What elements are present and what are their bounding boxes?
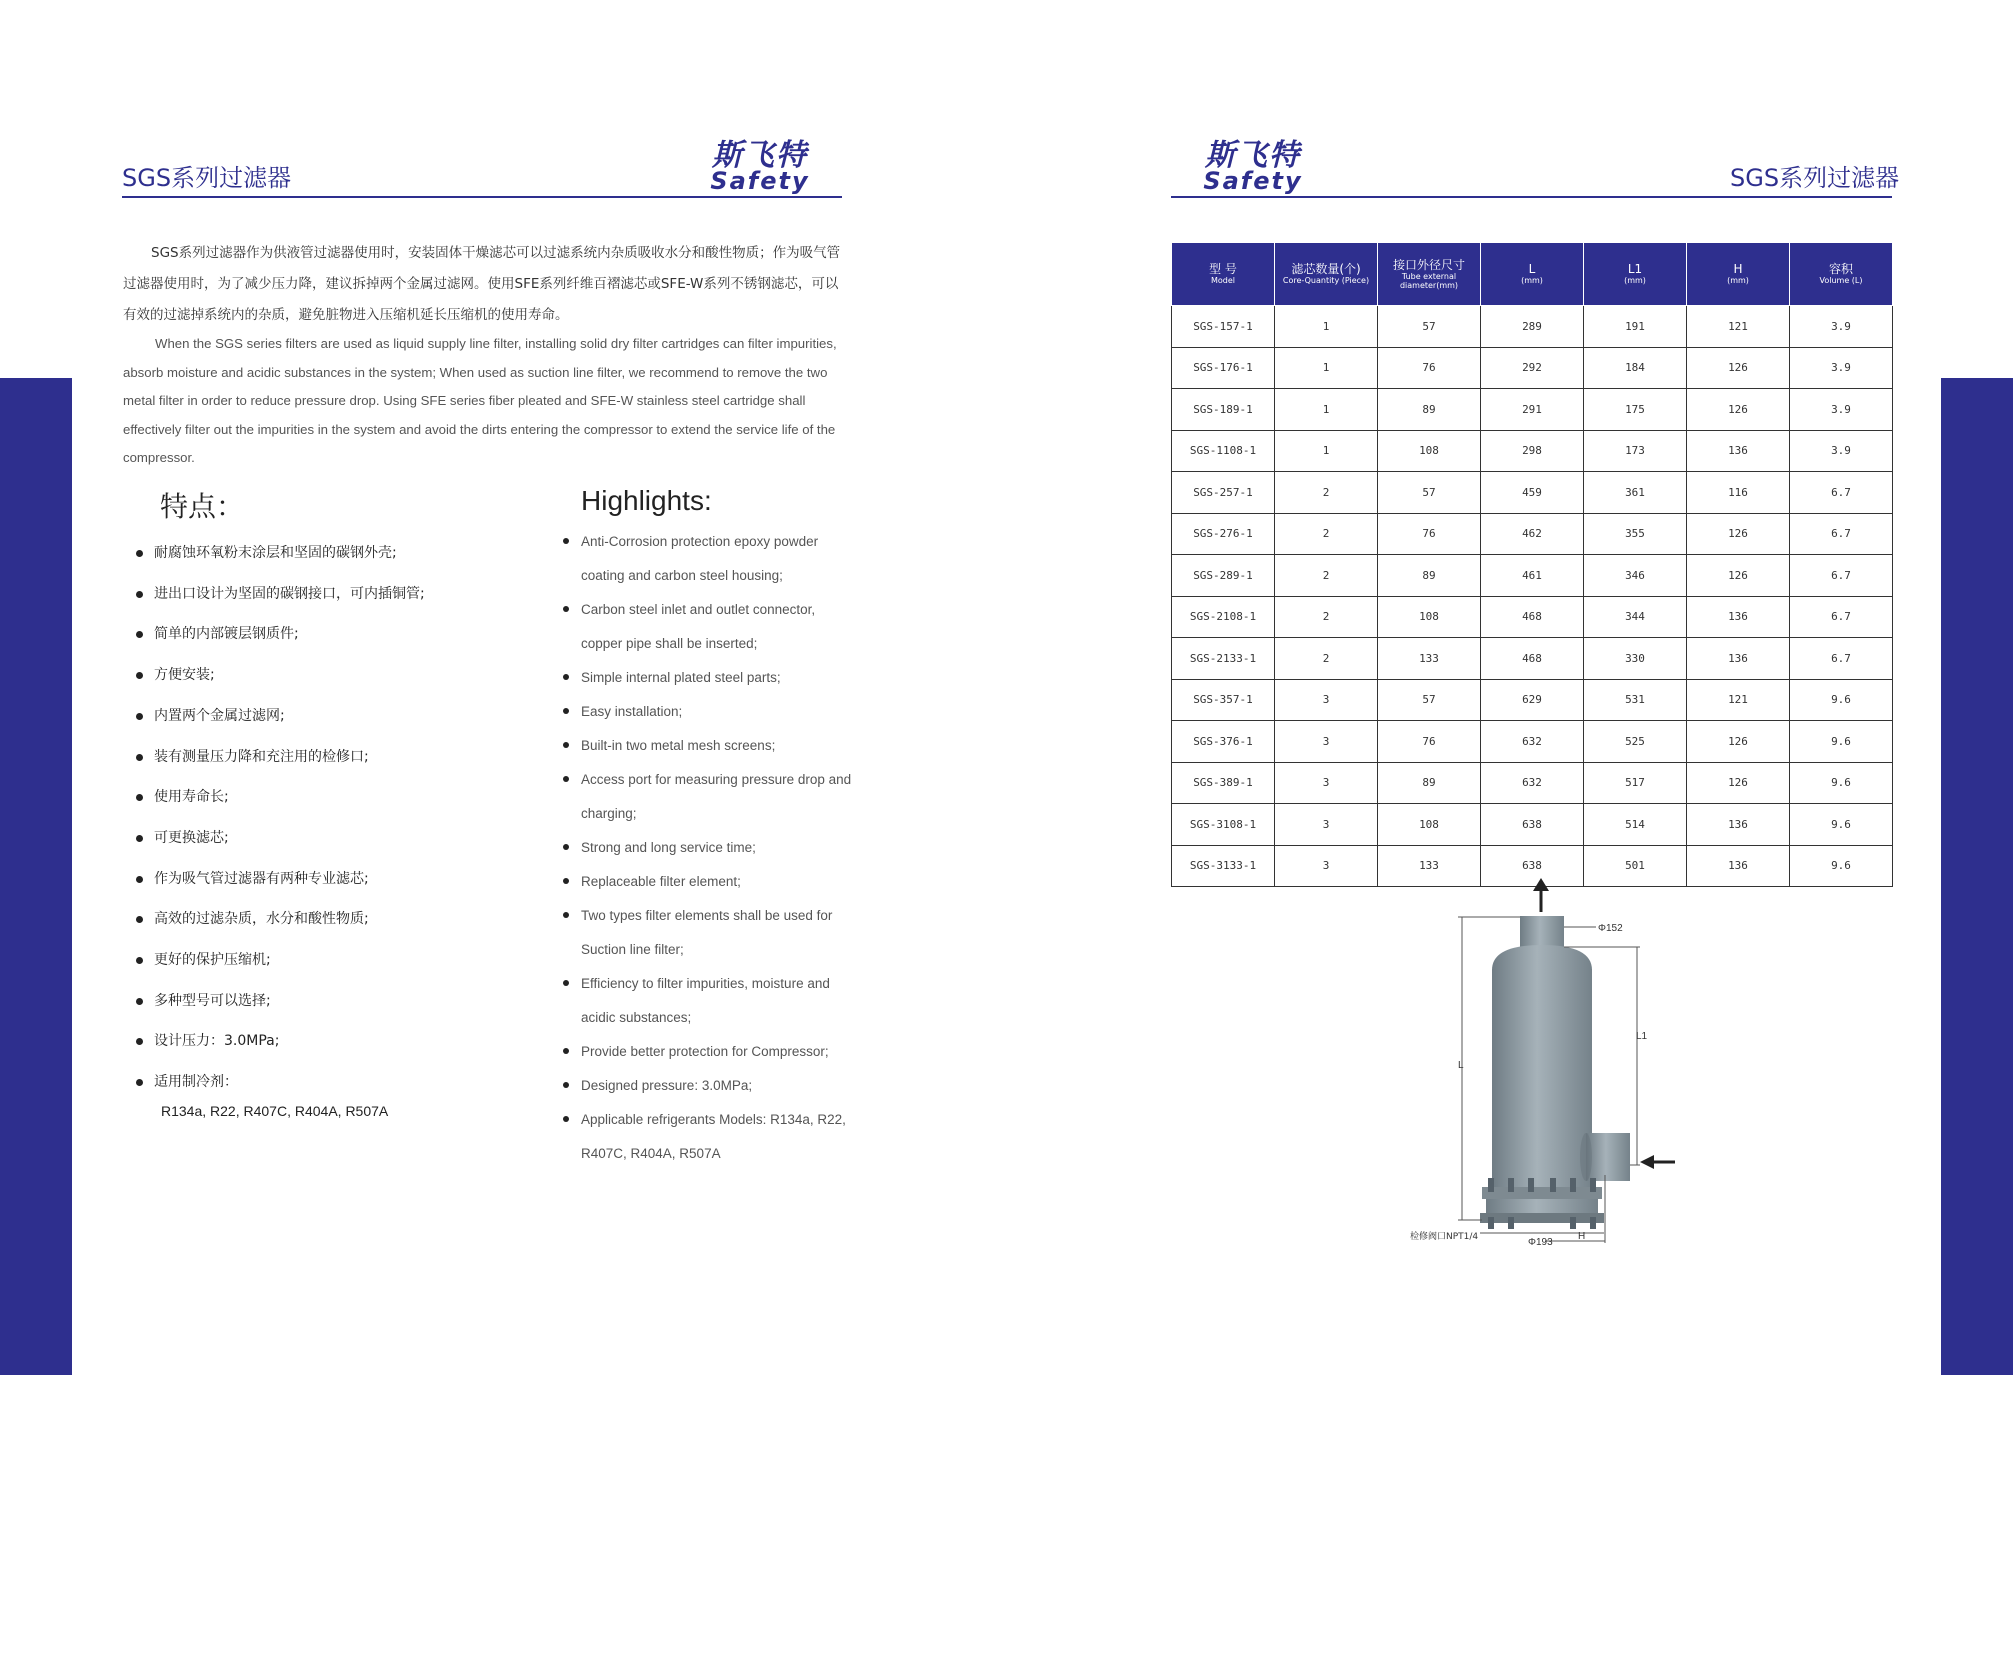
- table-cell: 126: [1687, 389, 1790, 431]
- brand-en: Safety: [710, 167, 810, 195]
- table-cell: SGS-3108-1: [1172, 804, 1275, 846]
- table-body: [1172, 306, 1893, 887]
- right-side-label: S G S 系 列 过 滤 器: [1964, 1407, 1990, 1632]
- table-cell: 2: [1275, 555, 1378, 597]
- table-cell: 3.9: [1790, 430, 1893, 472]
- table-cell: 133: [1378, 638, 1481, 680]
- table-cell: 9.6: [1790, 721, 1893, 763]
- table-cell: 191: [1584, 306, 1687, 348]
- table-cell: 3: [1275, 804, 1378, 846]
- table-header-cell: [1275, 243, 1378, 306]
- table-cell: 632: [1481, 762, 1584, 804]
- table-cell: 116: [1687, 472, 1790, 514]
- highlight-item: Anti-Corrosion protection epoxy powder coating and carbon steel housing;: [555, 525, 855, 593]
- header-cn: 接口外径尺寸: [1392, 257, 1465, 272]
- table-cell: 459: [1481, 472, 1584, 514]
- table-cell: 136: [1687, 804, 1790, 846]
- table-cell: 461: [1481, 555, 1584, 597]
- dim-H: H: [1578, 1231, 1586, 1242]
- table-cell: 136: [1687, 845, 1790, 887]
- feature-cn-item: 方便安装;: [128, 655, 548, 696]
- table-cell: 136: [1687, 430, 1790, 472]
- table-cell: 76: [1378, 513, 1481, 555]
- table-cell: 126: [1687, 513, 1790, 555]
- table-cell: 76: [1378, 347, 1481, 389]
- table-cell: 346: [1584, 555, 1687, 597]
- table-cell: 108: [1378, 430, 1481, 472]
- table-cell: 468: [1481, 638, 1584, 680]
- feature-cn-item: 可更换滤芯;: [128, 818, 548, 859]
- highlight-item: Access port for measuring pressure drop and charging;: [555, 763, 855, 831]
- outlet-arrow-icon: [1533, 878, 1549, 912]
- dim-L1: L1: [1636, 1031, 1648, 1042]
- table-cell: 136: [1687, 596, 1790, 638]
- table-cell: 291: [1481, 389, 1584, 431]
- intro-en: [123, 330, 843, 473]
- table-cell: 501: [1584, 845, 1687, 887]
- table-header-cell: [1172, 243, 1275, 306]
- feature-cn-item: 设计压力：3.0MPa;: [128, 1021, 548, 1062]
- header-cn: 容积: [1828, 262, 1853, 276]
- table-row: [1172, 596, 1893, 638]
- left-side-band: [0, 378, 72, 1674]
- table-cell: 517: [1584, 762, 1687, 804]
- right-header-rule: [1171, 196, 1892, 198]
- table-cell: SGS-389-1: [1172, 762, 1275, 804]
- table-cell: 89: [1378, 762, 1481, 804]
- table-row: [1172, 762, 1893, 804]
- feature-cn-item: 使用寿命长;: [128, 777, 548, 818]
- table-header-cell: [1481, 243, 1584, 306]
- table-cell: SGS-1108-1: [1172, 430, 1275, 472]
- table-cell: 355: [1584, 513, 1687, 555]
- header-cn: 滤芯数量(个): [1291, 262, 1361, 276]
- table-cell: 3.9: [1790, 306, 1893, 348]
- left-page-number: 03: [20, 1646, 52, 1674]
- header-en: (mm): [1727, 276, 1749, 285]
- brand-cn: 斯飞特: [1205, 138, 1301, 173]
- table-cell: SGS-2108-1: [1172, 596, 1275, 638]
- table-header-cell: [1378, 243, 1481, 306]
- header-en: (mm): [1624, 276, 1646, 285]
- highlight-item: Applicable refrigerants Models: R134a, R22, R407C, R404A, R507A: [555, 1103, 855, 1171]
- header-cn: H: [1733, 262, 1743, 276]
- header-en: Core-Quantity (Piece): [1282, 276, 1370, 285]
- table-cell: SGS-276-1: [1172, 513, 1275, 555]
- table-cell: 126: [1687, 347, 1790, 389]
- highlight-item: Replaceable filter element;: [555, 865, 855, 899]
- table-header-row: [1172, 243, 1893, 306]
- feature-cn-item: 耐腐蚀环氧粉末涂层和坚固的碳钢外壳;: [128, 533, 548, 574]
- feature-cn-item: 内置两个金属过滤网;: [128, 696, 548, 737]
- table-cell: 462: [1481, 513, 1584, 555]
- table-cell: 330: [1584, 638, 1687, 680]
- table-cell: 133: [1378, 845, 1481, 887]
- table-row: [1172, 513, 1893, 555]
- highlight-item: Easy installation;: [555, 695, 855, 729]
- table-cell: 292: [1481, 347, 1584, 389]
- table-cell: 108: [1378, 804, 1481, 846]
- feature-cn-item: 作为吸气管过滤器有两种专业滤芯;: [128, 859, 548, 900]
- table-cell: 76: [1378, 721, 1481, 763]
- highlight-item: Efficiency to filter impurities, moisture and acidic substances;: [555, 967, 855, 1035]
- table-cell: 344: [1584, 596, 1687, 638]
- outlet-pipe: [1520, 916, 1564, 948]
- table-row: [1172, 804, 1893, 846]
- table-cell: 1: [1275, 347, 1378, 389]
- left-header-title: SGS系列过滤器: [122, 164, 292, 192]
- table-cell: 121: [1687, 306, 1790, 348]
- highlight-item: Built-in two metal mesh screens;: [555, 729, 855, 763]
- table-cell: SGS-2133-1: [1172, 638, 1275, 680]
- table-cell: 289: [1481, 306, 1584, 348]
- table-header-cell: [1687, 243, 1790, 306]
- brand-logo-left: [675, 138, 845, 195]
- header-en: (mm): [1521, 276, 1543, 285]
- header-cn: L1: [1627, 262, 1643, 276]
- table-row: [1172, 306, 1893, 348]
- table-cell: 136: [1687, 638, 1790, 680]
- table-cell: 9.6: [1790, 845, 1893, 887]
- table-cell: 126: [1687, 555, 1790, 597]
- table-cell: 468: [1481, 596, 1584, 638]
- table-cell: 1: [1275, 430, 1378, 472]
- feature-cn-item: 简单的内部镀层钢质件;: [128, 614, 548, 655]
- table-cell: 173: [1584, 430, 1687, 472]
- feature-cn-item: 进出口设计为坚固的碳钢接口，可内插铜管;: [128, 574, 548, 615]
- table-cell: 2: [1275, 472, 1378, 514]
- service-port-label: 检修阀口NPT1/4: [1410, 1232, 1479, 1242]
- table-cell: SGS-176-1: [1172, 347, 1275, 389]
- intro-cn-text: SGS系列过滤器作为供液管过滤器使用时，安装固体干燥滤芯可以过滤系统内杂质吸收水分和酸性物质；作为吸气管过滤器使用时，为了减少压力降，建议拆掉两个金属过滤网。使用SFE系列纤维百褶滤芯或SFE-W系列不锈钢滤芯，可以有效的过滤掉系统内的杂质，避免脏物进入压缩机延长压缩机的使用寿命。: [123, 245, 841, 323]
- inlet-arrow-icon: [1640, 1155, 1675, 1169]
- table-cell: 89: [1378, 389, 1481, 431]
- table-cell: SGS-357-1: [1172, 679, 1275, 721]
- table-cell: 629: [1481, 679, 1584, 721]
- table-cell: 57: [1378, 472, 1481, 514]
- table-cell: 531: [1584, 679, 1687, 721]
- table-cell: 9.6: [1790, 762, 1893, 804]
- inlet-pipe: [1586, 1133, 1630, 1181]
- table-cell: 126: [1687, 762, 1790, 804]
- dim-top-diameter: Φ152: [1598, 923, 1623, 934]
- highlight-item: Two types filter elements shall be used for Suction line filter;: [555, 899, 855, 967]
- table-row: [1172, 347, 1893, 389]
- table-cell: 121: [1687, 679, 1790, 721]
- highlight-item: Simple internal plated steel parts;: [555, 661, 855, 695]
- table-cell: 3: [1275, 721, 1378, 763]
- left-side-label: S G S 系 列 过 滤 器: [23, 1407, 49, 1632]
- table-cell: SGS-257-1: [1172, 472, 1275, 514]
- header-en: Tube external diameter(mm): [1399, 271, 1459, 290]
- table-cell: 126: [1687, 721, 1790, 763]
- table-cell: 3: [1275, 679, 1378, 721]
- table-cell: 3.9: [1790, 389, 1893, 431]
- dim-bottom-diameter: Φ193: [1528, 1237, 1553, 1248]
- table-cell: 6.7: [1790, 555, 1893, 597]
- right-header-title: SGS系列过滤器: [1730, 164, 1900, 192]
- spec-table: [1171, 242, 1893, 887]
- table-cell: 1: [1275, 389, 1378, 431]
- highlight-item: Designed pressure: 3.0MPa;: [555, 1069, 855, 1103]
- table-cell: 632: [1481, 721, 1584, 763]
- table-header-cell: [1790, 243, 1893, 306]
- filter-dome: [1492, 945, 1592, 970]
- table-cell: 9.6: [1790, 804, 1893, 846]
- table-cell: 57: [1378, 679, 1481, 721]
- highlight-item: Provide better protection for Compressor;: [555, 1035, 855, 1069]
- table-header-cell: [1584, 243, 1687, 306]
- table-cell: SGS-189-1: [1172, 389, 1275, 431]
- highlight-item: Strong and long service time;: [555, 831, 855, 865]
- intro-cn: [123, 238, 843, 331]
- feature-cn-item: 多种型号可以选择;: [128, 981, 548, 1022]
- brand-cn: 斯飞特: [712, 138, 808, 173]
- table-cell: 6.7: [1790, 513, 1893, 555]
- table-cell: SGS-157-1: [1172, 306, 1275, 348]
- table-cell: 525: [1584, 721, 1687, 763]
- table-cell: 2: [1275, 513, 1378, 555]
- table-cell: 89: [1378, 555, 1481, 597]
- table-cell: 175: [1584, 389, 1687, 431]
- dim-L: L: [1458, 1060, 1464, 1071]
- table-cell: 6.7: [1790, 472, 1893, 514]
- table-row: [1172, 721, 1893, 763]
- table-row: [1172, 472, 1893, 514]
- table-cell: 108: [1378, 596, 1481, 638]
- feature-cn-item: 更好的保护压缩机;: [128, 940, 548, 981]
- highlight-item: Carbon steel inlet and outlet connector, copper pipe shall be inserted;: [555, 593, 855, 661]
- table-cell: 57: [1378, 306, 1481, 348]
- left-header-rule: [122, 196, 842, 198]
- filter-diagram: [1400, 875, 1730, 1255]
- right-side-band: [1941, 378, 2013, 1674]
- header-en: Model: [1210, 276, 1236, 285]
- table-cell: 6.7: [1790, 596, 1893, 638]
- table-cell: SGS-376-1: [1172, 721, 1275, 763]
- intro-en-text: When the SGS series filters are used as liquid supply line filter, installing solid dry filter cartridges can filter impurities, absorb moisture and acidic substances in the system; When used as suction line filter, we recommend to remove the two metal filter in order to reduce pressure drop. Using SFE series fiber pleated and SFE-W stainless steel cartridge shall effectively filter out the impurities in the system and avoid the dirts entering the compressor to extend the service life of the compressor.: [123, 336, 837, 465]
- feature-cn-item: 适用制冷剂：: [128, 1062, 548, 1103]
- feature-cn-item: 装有测量压力降和充注用的检修口;: [128, 737, 548, 778]
- features-cn-refrigerants: R134a, R22, R407C, R404A, R507A: [161, 1103, 389, 1119]
- table-cell: 6.7: [1790, 638, 1893, 680]
- table-cell: 9.6: [1790, 679, 1893, 721]
- table-cell: SGS-289-1: [1172, 555, 1275, 597]
- table-cell: 3: [1275, 762, 1378, 804]
- table-cell: 638: [1481, 804, 1584, 846]
- brand-logo-right: [1168, 138, 1338, 195]
- table-cell: 514: [1584, 804, 1687, 846]
- table-cell: 184: [1584, 347, 1687, 389]
- table-row: [1172, 679, 1893, 721]
- table-row: [1172, 638, 1893, 680]
- header-cn: 型 号: [1209, 262, 1237, 276]
- table-cell: 3: [1275, 845, 1378, 887]
- header-en: Volume (L): [1819, 276, 1863, 285]
- feature-cn-item: 高效的过滤杂质，水分和酸性物质;: [128, 899, 548, 940]
- table-cell: SGS-3133-1: [1172, 845, 1275, 887]
- highlights-list: [555, 525, 855, 1171]
- header-cn: L: [1528, 262, 1536, 276]
- table-row: [1172, 555, 1893, 597]
- brand-en: Safety: [1203, 167, 1303, 195]
- features-cn-list: [128, 533, 548, 1103]
- table-cell: 638: [1481, 845, 1584, 887]
- right-page-number: 04: [1961, 1646, 1993, 1674]
- table-cell: 361: [1584, 472, 1687, 514]
- features-cn-title: 特点：: [160, 490, 245, 523]
- table-cell: 2: [1275, 638, 1378, 680]
- table-cell: 298: [1481, 430, 1584, 472]
- table-row: [1172, 430, 1893, 472]
- table-cell: 2: [1275, 596, 1378, 638]
- bottom-flange: [1482, 1187, 1602, 1199]
- table-cell: 3.9: [1790, 347, 1893, 389]
- table-row: [1172, 389, 1893, 431]
- highlights-title: Highlights:: [581, 485, 712, 516]
- table-cell: 1: [1275, 306, 1378, 348]
- filter-body: [1492, 969, 1592, 1223]
